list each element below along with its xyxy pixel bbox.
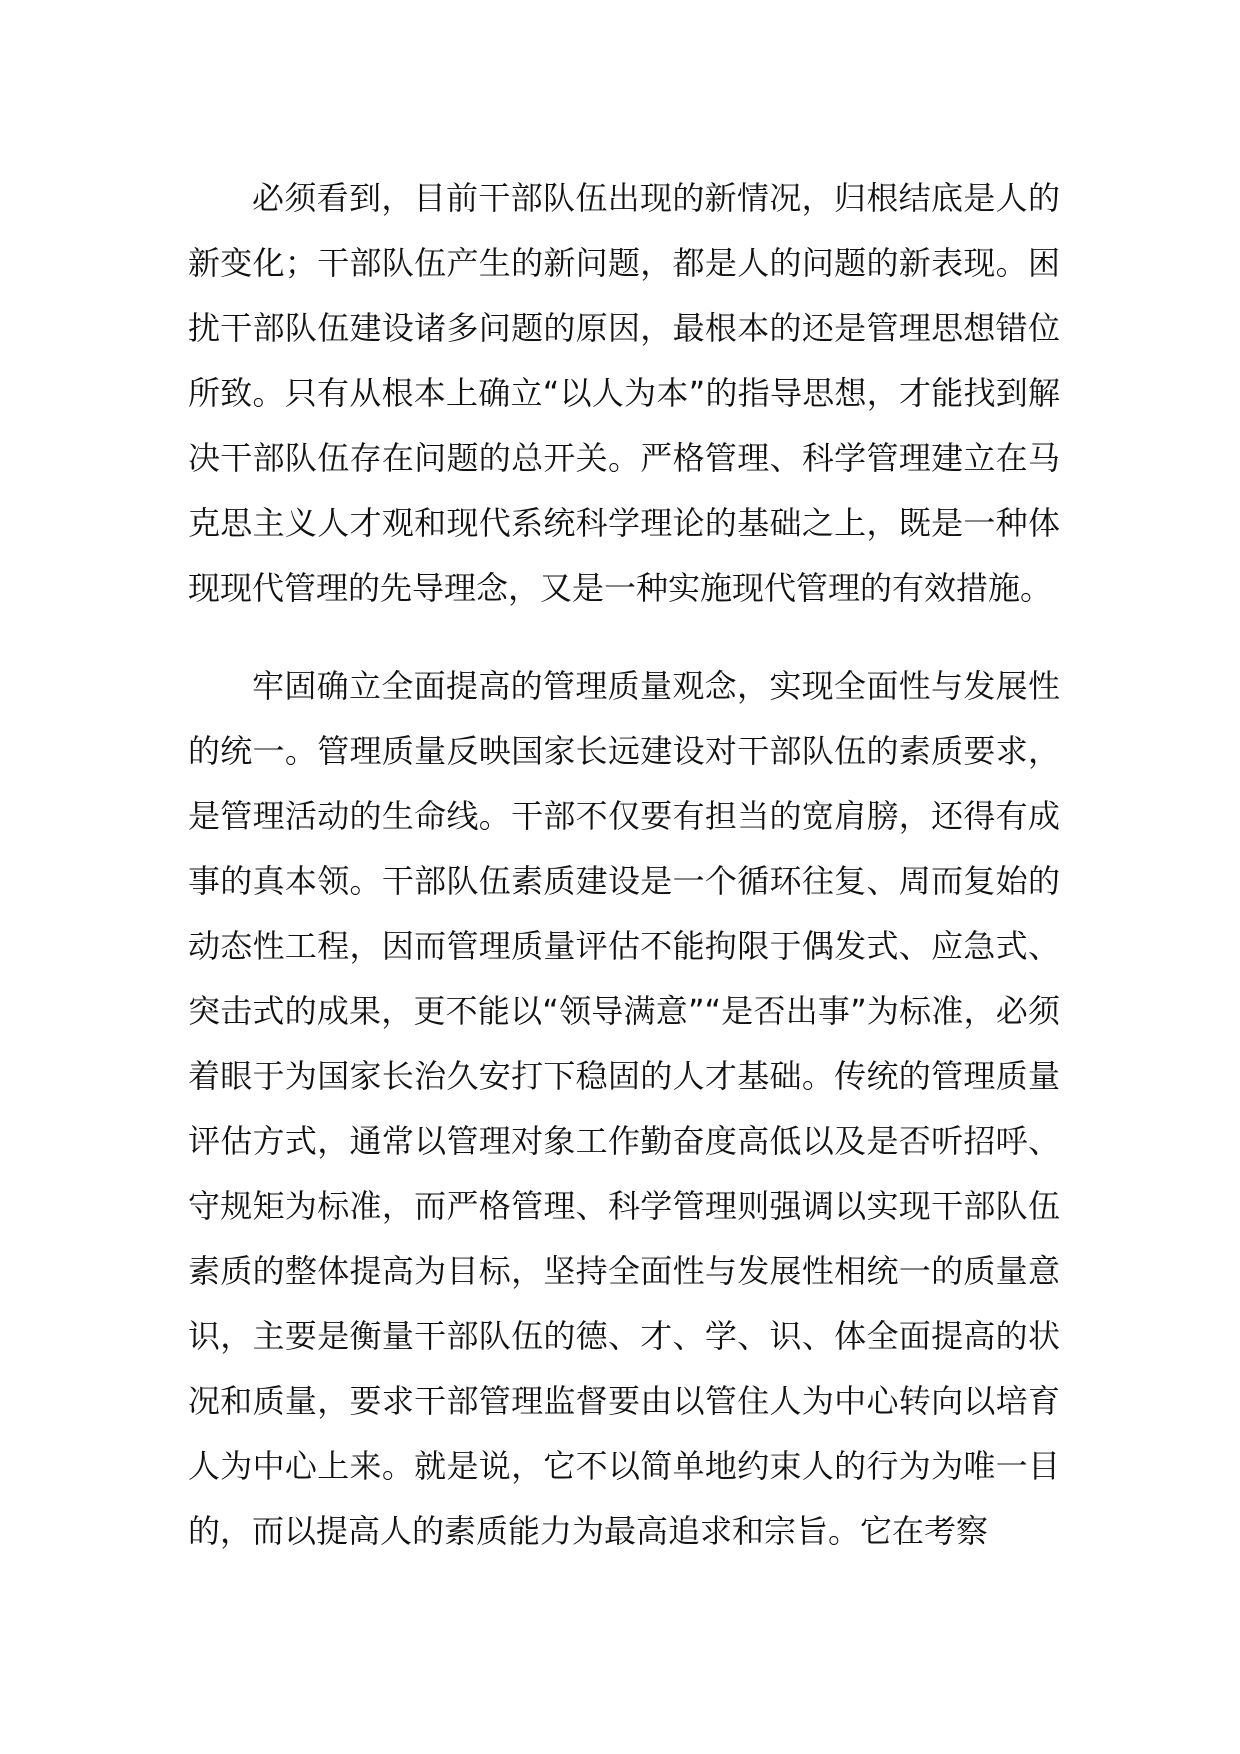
paragraph-1: 必须看到，目前干部队伍出现的新情况，归根结底是人的新变化；干部队伍产生的新问题，都是人的问题的新表现。困扰干部队伍建设诸多问题的原因，最根本的还是管理思想错位所致。只有从根本上确立“以人为本”的指导思想，才能找到解决干部队伍存在问题的总开关。严格管理、科学管理建立在马克思主义人才观和现代系统科学理论的基础之上，既是一种体现现代管理的先导理念，又是一种实施现代管理的有效措施。 [188,179,1060,607]
paragraph-2: 牢固确立全面提高的管理质量观念，实现全面性与发展性的统一。管理质量反映国家长远建设对干部队伍的素质要求，是管理活动的生命线。干部不仅要有担当的宽肩膀，还得有成事的真本领。干部队伍素质建设是一个循环往复、周而复始的动态性工程，因而管理质量评估不能拘限于偶发式、应急式、突击式的成果，更不能以“领导满意”“是否出事”为标准，必须着眼于为国家长治久安打下稳固的人才基础。传统的管理质量评估方式，通常以管理对象工作勤奋度高低以及是否听招呼、守规矩为标准，而严格管理、科学管理则强调以实现干部队伍素质的整体提高为目标，坚持全面性与发展性相统一的质量意识，主要是衡量干部队伍的德、才、学、识、体全面提高的状况和质量，要求干部管理监督要由以管住人为中心转向以培育人为中心上来。就是说，它不以简单地约束人的行为为唯一目的，而以提高人的素质能力为最高追求和宗旨。它在考察 [188,667,1060,1550]
